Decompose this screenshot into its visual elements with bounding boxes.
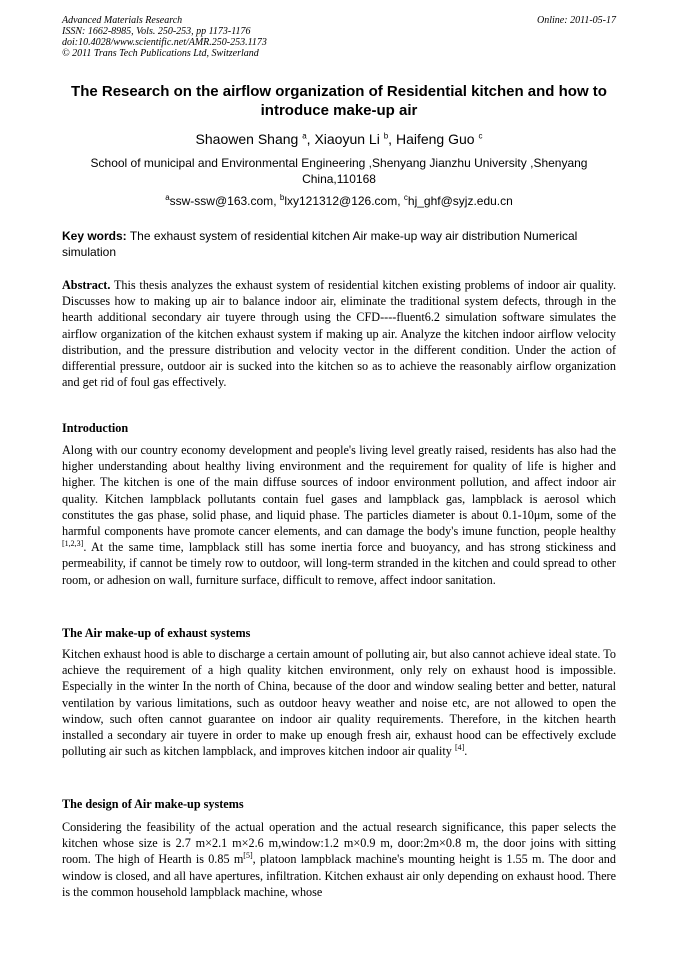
affiliation: School of municipal and Environmental Engineering ,Shenyang Jianzhu University ,Shenyang China,110168 xyxy=(90,156,588,186)
online-date: Online: 2011-05-17 xyxy=(537,15,616,26)
section-heading-introduction: Introduction xyxy=(62,421,129,435)
email-address: lxy121312@126.com xyxy=(284,194,398,208)
body-text: Along with our country economy development and people's living level greatly raised, residents has also had the higher understanding about healthy living environment and the requirement for quality of life is higher and higher. The kitchen is one of the main diffuse sources of indoor environment pollution, and affect indoor air quality. Kitchen lampblack pollutants contain fuel gases and lampblack gas, lampblack is aerosol which constitutes the gas phase, solid phase, and liquid phase. The particles diameter is about 0.1-10μm, some of the harmful components have promote cancer elements, and can damage the body's imune function, people healthy xyxy=(62,443,616,539)
keywords-text: The exhaust system of residential kitchen Air make-up way air distribution Numerical simulation xyxy=(62,229,578,259)
email-address: ssw-ssw@163.com xyxy=(169,194,274,208)
body-text: Considering the feasibility of the actual operation and the actual research significance, this paper selects the kitchen whose size is 2.7 m×2.1 m×2.6 m,window:1.2 m×0.9 m, door:2m×0.8 m, the door joins with sitting room. The high of Hearth is 0.85 m xyxy=(62,820,616,867)
body-text: . xyxy=(464,744,468,759)
copyright-line: © 2011 Trans Tech Publications Ltd, Switzerland xyxy=(62,48,259,59)
email-mark: c xyxy=(403,193,408,202)
citation: [5] xyxy=(243,851,253,861)
author-name: Shaowen Shang xyxy=(195,131,299,147)
keywords-label: Key words: xyxy=(62,229,127,243)
issn-line: ISSN: 1662-8985, Vols. 250-253, pp 1173-1176 xyxy=(62,26,251,37)
email-address: hj_ghf@syjz.edu.cn xyxy=(407,194,513,208)
email-mark: b xyxy=(279,193,285,202)
section-body-introduction xyxy=(62,442,616,588)
body-text: , platoon lampblack machine's mounting height is 1.55 m. The door and window is closed, and all have apertures, infiltration. Kitchen exhaust air only depending on exhaust hood. There is the common household lampblack machine, whose xyxy=(62,852,616,899)
author-list: Shaowen Shang $^a$, Xiaoyun Li $^b$, Haifeng Guo $^c$ xyxy=(195,131,483,147)
section-body-air-makeup xyxy=(62,646,616,759)
section-body-design xyxy=(62,819,616,900)
author-name: Xiaoyun Li xyxy=(314,131,380,147)
abstract-text: This thesis analyzes the exhaust system of residential kitchen existing problems of indoor air quality. Discusses how to making up air to balance indoor air, eliminate the traditional system defects, through in the hearth additional secondary air tuyere through using the CFD----fluent6.2 simulation software simulates the airflow organization of the kitchen exhaust system if making up air. Analyze the kitchen indoor airflow velocity distribution, and the pressure distribution and velocity vector in the different condition. Under the action of differential pressure, outdoor air is sucked into the kitchen so as to achieve the reasonably airflow organization and get rid of foul gas effectively. xyxy=(62,278,617,390)
email-list: $^a$ssw-ssw@163.com, $^b$lxy121312@126.com, $^c$hj_ghf@syjz.edu.cn xyxy=(165,193,513,208)
citation: [1,2,3] xyxy=(62,539,84,549)
abstract-label: Abstract. xyxy=(62,278,111,292)
section-heading-design: The design of Air make-up systems xyxy=(62,797,244,811)
citation: [4] xyxy=(454,743,465,753)
email-mark: a xyxy=(165,193,170,202)
author-name: Haifeng Guo xyxy=(395,131,475,147)
author-mark: c xyxy=(478,131,483,141)
abstract xyxy=(62,277,616,390)
body-text: Kitchen exhaust hood is able to discharge a certain amount of polluting air, but also cannot achieve ideal state. To achieve the requirement of a high quality kitchen environment, only rely on exhaust hood is impossible. Especially in the winter In the north of China, because of the door and window sealing better and better, natural ventilation by various limitations, such as outdoor heavy weather and noise etc, are not allowed to open the window, such often cannot guarantee on indoor air quality requirements. Therefore, in the kitchen hearth installed a secondary air tuyere in order to make up enough fresh air, exhaust hood can be effectively exclude polluting air such as kitchen lampblack, and improves kitchen indoor air quality xyxy=(62,647,616,759)
keywords xyxy=(62,228,616,260)
paper-title: The Research on the airflow organization of Residential kitchen and how to introduce make-up air xyxy=(71,83,607,119)
author-mark: a xyxy=(302,131,307,141)
doi-line: doi:10.4028/www.scientific.net/AMR.250-253.1173 xyxy=(62,37,267,48)
section-heading-air-makeup: The Air make-up of exhaust systems xyxy=(62,626,251,640)
body-text: . At the same time, lampblack still has some inertia force and buoyancy, and has strong stickiness and permeability, if cannot be timely row to outdoor, will long-term stranded in the kitchen and could spread to other room, or adhesion on wall, furniture surface, difficult to remove, affect indoor sanitation. xyxy=(62,540,616,587)
journal-name: Advanced Materials Research xyxy=(62,15,183,26)
author-mark: b xyxy=(383,131,389,141)
